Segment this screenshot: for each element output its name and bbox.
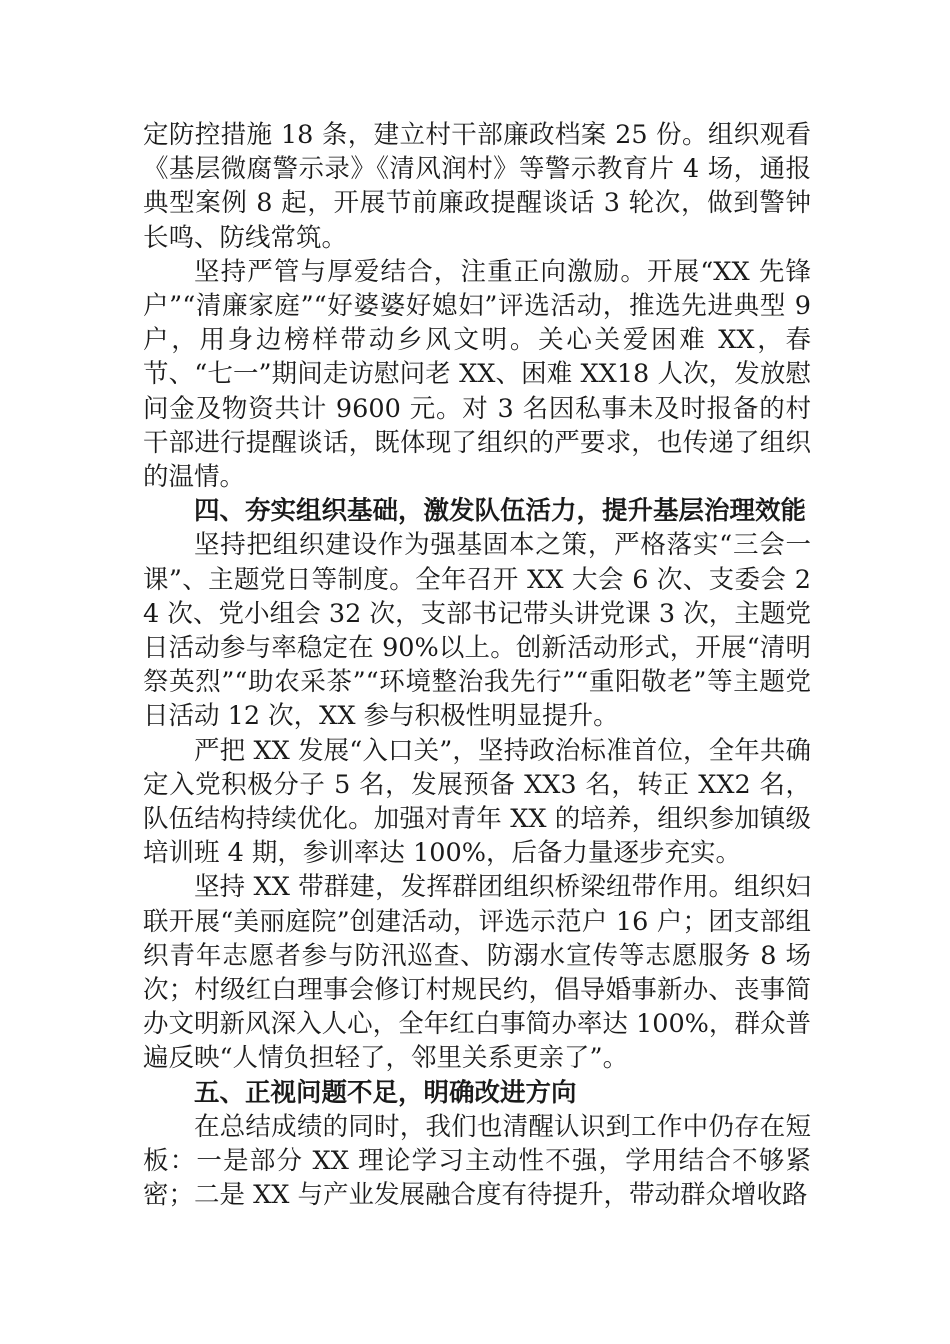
paragraph-warning-education: 定防控措施 18 条，建立村干部廉政档案 25 份。组织观看《基层微腐警示录》《清风润村》等警示教育片 4 场，通报典型案例 8 起，开展节前廉政提醒谈话 3 轮次，做到警钟长鸣、防线常筑。 bbox=[143, 120, 811, 253]
paragraph-shortcomings: 在总结成绩的同时，我们也清醒认识到工作中仍存在短板：一是部分 XX 理论学习主动性不强，学用结合不够紧密；二是 XX 与产业发展融合度有待提升，带动群众增收路 bbox=[143, 1111, 811, 1211]
paragraph-organization-building: 坚持把组织建设作为强基固本之策，严格落实“三会一课”、主题党日等制度。全年召开 XX 大会 6 次、支委会 24 次、党小组会 32 次，支部书记带头讲党课 3 次，主题党日活动参与率稳定在 90%以上。创新活动形式，开展“清明祭英烈”“助农采茶”“环境整治我先行”“重阳敬老”等主题党日活动 12 次，XX 参与积极性明显提升。 bbox=[143, 530, 811, 732]
paragraph-strict-and-care: 坚持严管与厚爱结合，注重正向激励。开展“XX 先锋户”“清廉家庭”“好婆婆好媳妇”评选活动，推选先进典型 9 户，用身边榜样带动乡风文明。关心关爱困难 XX，春节、“七一”期间走访慰问老 XX、困难 XX18 人次，发放慰问金及物资共计 9600 元。对 3 名因私事未及时报备的村干部进行提醒谈话，既体现了组织的严要求，也传递了组织的温情。 bbox=[143, 256, 811, 493]
paragraph-mass-organizations: 坚持 XX 带群建，发挥群团组织桥梁纽带作用。组织妇联开展“美丽庭院”创建活动，评选示范户 16 户；团支部组织青年志愿者参与防汛巡查、防溺水宣传等志愿服务 8 场次；村级红白理事会修订村规民约，倡导婚事新办、丧事简办文明新风深入人心，全年红白事简办率达 100%，群众普遍反映“人情负担轻了，邻里关系更亲了”。 bbox=[143, 872, 811, 1074]
section-heading-five: 五、正视问题不足，明确改进方向 bbox=[194, 1077, 577, 1108]
section-heading-four: 四、夯实组织基础，激发队伍活力，提升基层治理效能 bbox=[194, 496, 807, 527]
paragraph-member-development: 严把 XX 发展“入口关”，坚持政治标准首位，全年共确定入党积极分子 5 名，发展预备 XX3 名，转正 XX2 名，队伍结构持续优化。加强对青年 XX 的培养，组织参加镇级培训班 4 期，参训率达 100%，后备力量逐步充实。 bbox=[143, 735, 811, 869]
document-body bbox=[143, 118, 811, 1213]
